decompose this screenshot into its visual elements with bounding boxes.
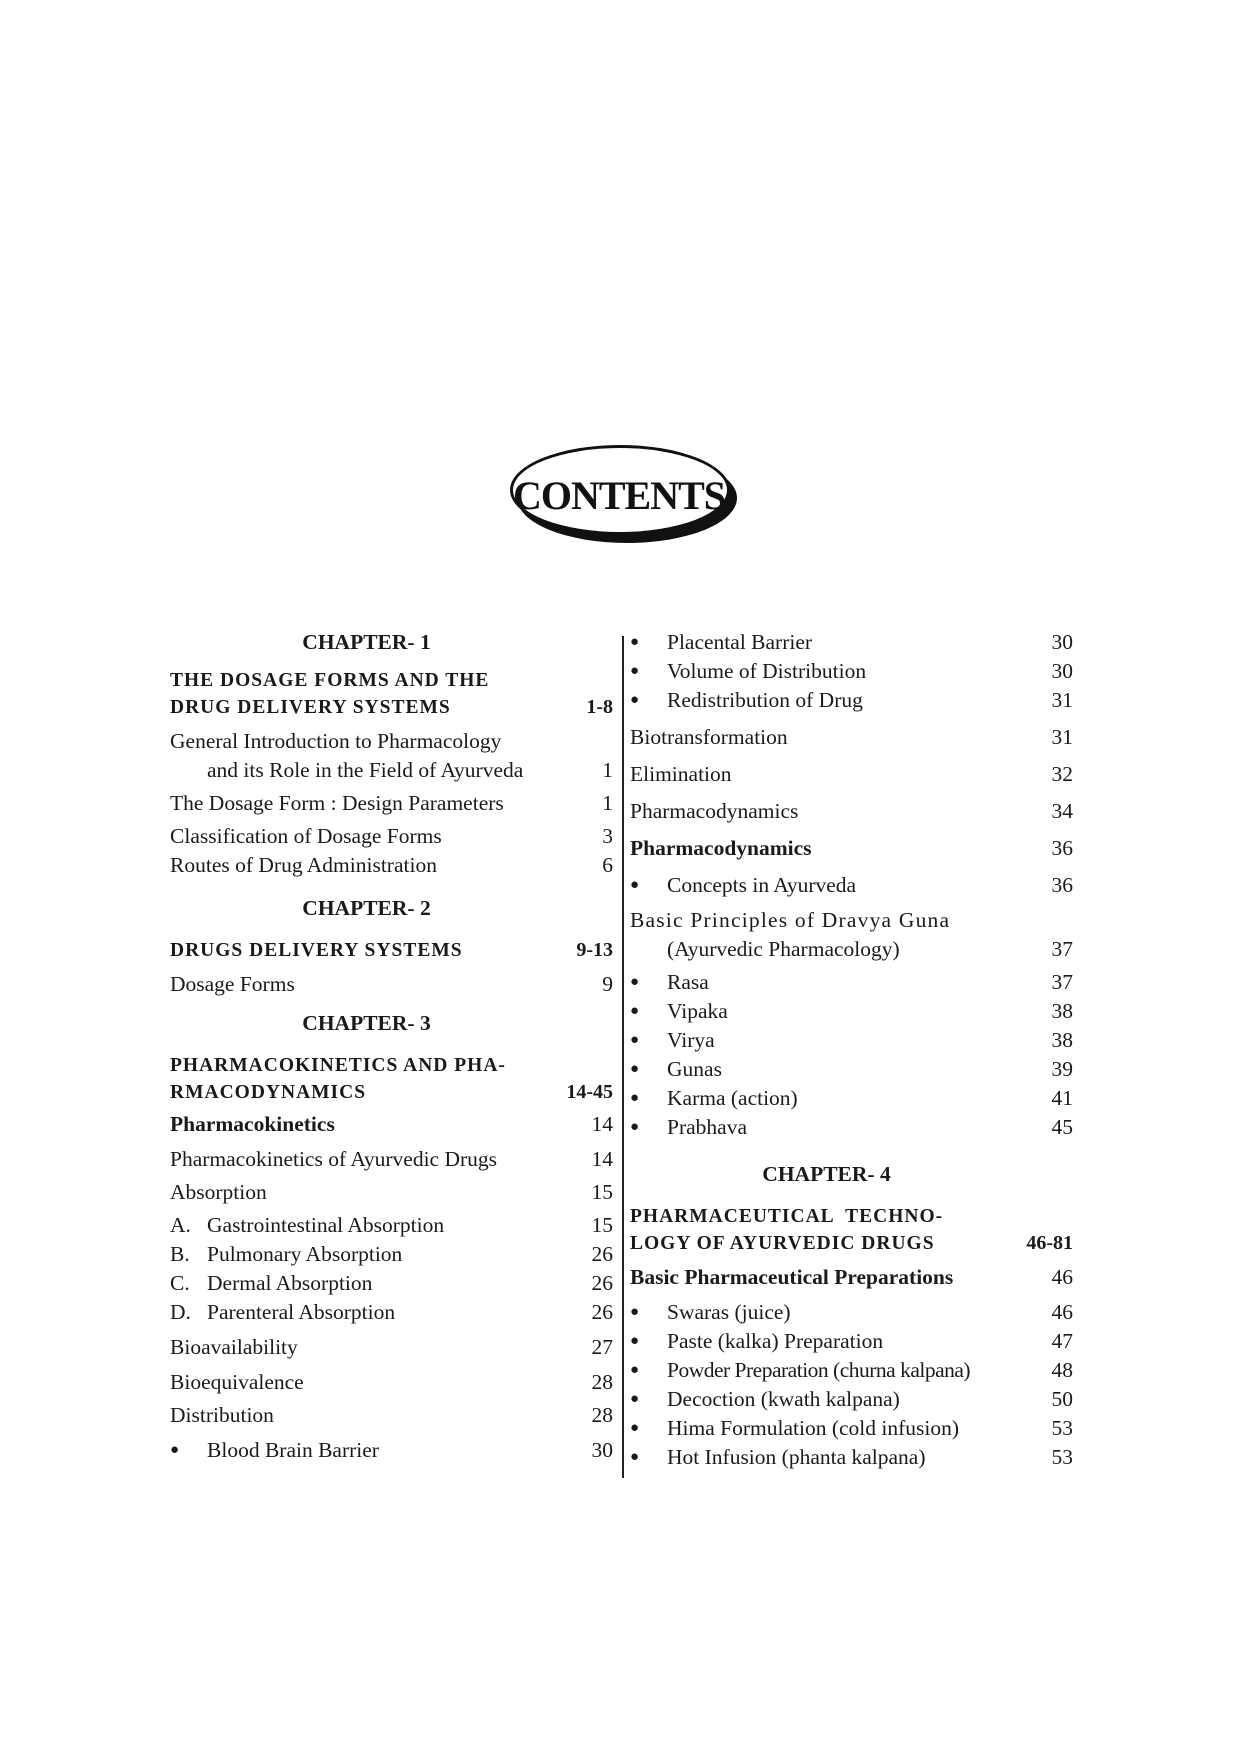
toc-entry[interactable] [170, 1240, 613, 1269]
entry-title: Concepts in Ayurveda [667, 873, 857, 897]
page-number: 50 [1051, 1387, 1073, 1411]
entry-title: Vipaka [667, 999, 728, 1023]
toc-entry[interactable] [630, 1414, 1073, 1443]
page-number: 9-13 [576, 939, 613, 961]
entry-title: Biotransformation [630, 725, 788, 749]
toc-entry[interactable] [630, 834, 1073, 863]
page-number: 14 [591, 1112, 613, 1136]
toc-entry[interactable] [170, 937, 613, 964]
page-number: 31 [1051, 688, 1073, 712]
toc-entry[interactable] [170, 1333, 613, 1362]
toc-entry[interactable] [630, 686, 1073, 715]
entry-title-line: (Ayurvedic Pharmacology) [667, 937, 900, 961]
entry-title: Gastrointestinal Absorption [207, 1213, 445, 1237]
page-number: 46-81 [1026, 1232, 1073, 1254]
entry-title-line: PHARMACEUTICAL TECHNO- [630, 1206, 944, 1227]
entry-title: Classification of Dosage Forms [170, 824, 442, 848]
page-number: 46 [1051, 1300, 1073, 1324]
entry-title: Absorption [170, 1180, 267, 1204]
toc-entry[interactable] [170, 1110, 613, 1139]
page-number: 1 [602, 758, 613, 782]
page-number: 28 [591, 1403, 613, 1427]
entry-title-line: PHARMACOKINETICS AND PHA- [170, 1055, 506, 1076]
entry-title: Basic Pharmaceutical Preparations [630, 1265, 954, 1289]
page-number: 36 [1051, 873, 1073, 897]
entry-title: Dosage Forms [170, 972, 295, 996]
page-number: 1 [602, 791, 613, 815]
page-number: 37 [1051, 970, 1073, 994]
toc-entry[interactable] [630, 871, 1073, 900]
chapter-heading: CHAPTER- 3 [302, 1011, 431, 1035]
toc-entry[interactable] [170, 1298, 613, 1327]
page-number: 47 [1051, 1329, 1073, 1353]
contents-left-column [170, 628, 613, 1465]
toc-entry[interactable] [630, 657, 1073, 686]
entry-title: Virya [667, 1028, 715, 1052]
page-number: 41 [1051, 1086, 1073, 1110]
toc-entry[interactable] [170, 822, 613, 851]
toc-entry[interactable] [170, 851, 613, 880]
page-number: 39 [1051, 1057, 1073, 1081]
entry-title: Placental Barrier [667, 630, 813, 654]
page-number: 15 [591, 1180, 613, 1204]
toc-entry[interactable] [630, 906, 1073, 964]
page-number: 9 [602, 972, 613, 996]
page-number: 14-45 [566, 1081, 613, 1103]
toc-entry[interactable] [630, 760, 1073, 789]
toc-entry[interactable] [170, 970, 613, 999]
entry-title: Paste (kalka) Preparation [667, 1329, 884, 1353]
entry-letter: D. [170, 1300, 191, 1324]
entry-title-line: THE DOSAGE FORMS AND THE [170, 670, 490, 691]
page-number: 31 [1051, 725, 1073, 749]
toc-entry[interactable] [170, 727, 613, 785]
toc-entry[interactable] [630, 628, 1073, 657]
page-number: 26 [591, 1242, 613, 1266]
page-number: 26 [591, 1271, 613, 1295]
entry-letter: B. [170, 1242, 190, 1266]
page-number: 36 [1051, 836, 1073, 860]
entry-title: Parenteral Absorption [207, 1300, 396, 1324]
entry-title: Bioequivalence [170, 1370, 304, 1394]
entry-title: Hot Infusion (phanta kalpana) [667, 1445, 926, 1469]
page-number: 37 [1051, 937, 1073, 961]
toc-entry[interactable] [630, 1443, 1073, 1472]
entry-title-line: and its Role in the Field of Ayurveda [207, 758, 524, 782]
entry-title-line: General Introduction to Pharmacology [170, 729, 502, 753]
toc-entry[interactable] [630, 1203, 1073, 1257]
entry-title: Redistribution of Drug [667, 688, 863, 712]
column-divider [622, 636, 624, 1478]
page-number: 14 [591, 1147, 613, 1171]
toc-entry[interactable] [630, 968, 1073, 997]
toc-entry[interactable] [630, 1084, 1073, 1113]
entry-title: The Dosage Form : Design Parameters [170, 791, 504, 815]
page-number: 27 [591, 1335, 613, 1359]
page-number: 30 [591, 1438, 613, 1462]
entry-title: Hima Formulation (cold infusion) [667, 1416, 960, 1440]
entry-title: Blood Brain Barrier [207, 1438, 379, 1462]
page-number: 53 [1051, 1416, 1073, 1440]
entry-title: Prabhava [667, 1115, 747, 1139]
toc-entry[interactable] [630, 1385, 1073, 1414]
chapter-heading: CHAPTER- 4 [762, 1162, 891, 1186]
toc-entry[interactable] [170, 1052, 613, 1106]
entry-title-line: LOGY OF AYURVEDIC DRUGS [630, 1233, 935, 1254]
entry-title: Bioavailability [170, 1335, 298, 1359]
page-number: 48 [1051, 1358, 1073, 1382]
toc-entry[interactable] [630, 1113, 1073, 1142]
chapter-heading: CHAPTER- 1 [302, 630, 431, 654]
page-number: 45 [1051, 1115, 1073, 1139]
toc-entry[interactable] [170, 1436, 613, 1465]
toc-entry[interactable] [170, 789, 613, 818]
entry-title-line: RMACODYNAMICS [170, 1082, 367, 1103]
toc-entry[interactable] [170, 1145, 613, 1174]
toc-entry[interactable] [630, 1327, 1073, 1356]
toc-entry[interactable] [630, 723, 1073, 752]
entry-title: Dermal Absorption [207, 1271, 373, 1295]
page-number: 38 [1051, 1028, 1073, 1052]
entry-title: Pharmacodynamics [630, 836, 812, 860]
toc-entry[interactable] [170, 1211, 613, 1240]
contents-right-column [630, 628, 1073, 1472]
page-number: 38 [1051, 999, 1073, 1023]
entry-title: Decoction (kwath kalpana) [667, 1387, 900, 1411]
entry-title: Distribution [170, 1403, 274, 1427]
toc-entry[interactable] [630, 1055, 1073, 1084]
entry-title: Gunas [667, 1057, 722, 1081]
page-number: 26 [591, 1300, 613, 1324]
contents-title-badge [506, 440, 740, 548]
entry-letter: C. [170, 1271, 190, 1295]
entry-title: Rasa [667, 970, 709, 994]
page-number: 15 [591, 1213, 613, 1237]
toc-entry[interactable] [630, 797, 1073, 826]
entry-title: Volume of Distribution [667, 659, 867, 683]
toc-entry[interactable] [170, 667, 613, 721]
entry-title: Karma (action) [667, 1086, 798, 1110]
entry-title: Pulmonary Absorption [207, 1242, 403, 1266]
entry-title: Elimination [630, 762, 732, 786]
page-number: 46 [1051, 1265, 1073, 1289]
page-number: 30 [1051, 659, 1073, 683]
page-number: 32 [1051, 762, 1073, 786]
page-number: 34 [1051, 799, 1073, 823]
toc-entry[interactable] [630, 997, 1073, 1026]
page-number: 6 [602, 853, 613, 877]
entry-title: Powder Preparation (churna kalpana) [667, 1358, 971, 1382]
toc-entry[interactable] [630, 1356, 1073, 1385]
toc-entry[interactable] [170, 1401, 613, 1430]
chapter-heading: CHAPTER- 2 [302, 896, 431, 920]
toc-entry[interactable] [630, 1263, 1073, 1292]
entry-letter: A. [170, 1213, 191, 1237]
entry-title: Swaras (juice) [667, 1300, 791, 1324]
page-number: 1-8 [586, 696, 613, 718]
page-number: 3 [602, 824, 613, 848]
toc-entry[interactable] [170, 1269, 613, 1298]
toc-entry[interactable] [630, 1298, 1073, 1327]
entry-title: Pharmacokinetics of Ayurvedic Drugs [170, 1147, 498, 1171]
page-number: 28 [591, 1370, 613, 1394]
toc-entry[interactable] [170, 1368, 613, 1397]
entry-title: Routes of Drug Administration [170, 853, 437, 877]
entry-title: DRUGS DELIVERY SYSTEMS [170, 940, 463, 961]
page-title: CONTENTS [512, 473, 726, 518]
page-number: 30 [1051, 630, 1073, 654]
entry-title: Pharmacokinetics [170, 1112, 335, 1136]
entry-title-line: DRUG DELIVERY SYSTEMS [170, 697, 451, 718]
toc-entry[interactable] [170, 1178, 613, 1207]
entry-title: Pharmacodynamics [630, 799, 799, 823]
toc-entry[interactable] [630, 1026, 1073, 1055]
entry-title-line: Basic Principles of Dravya Guna [630, 908, 951, 932]
page-number: 53 [1051, 1445, 1073, 1469]
